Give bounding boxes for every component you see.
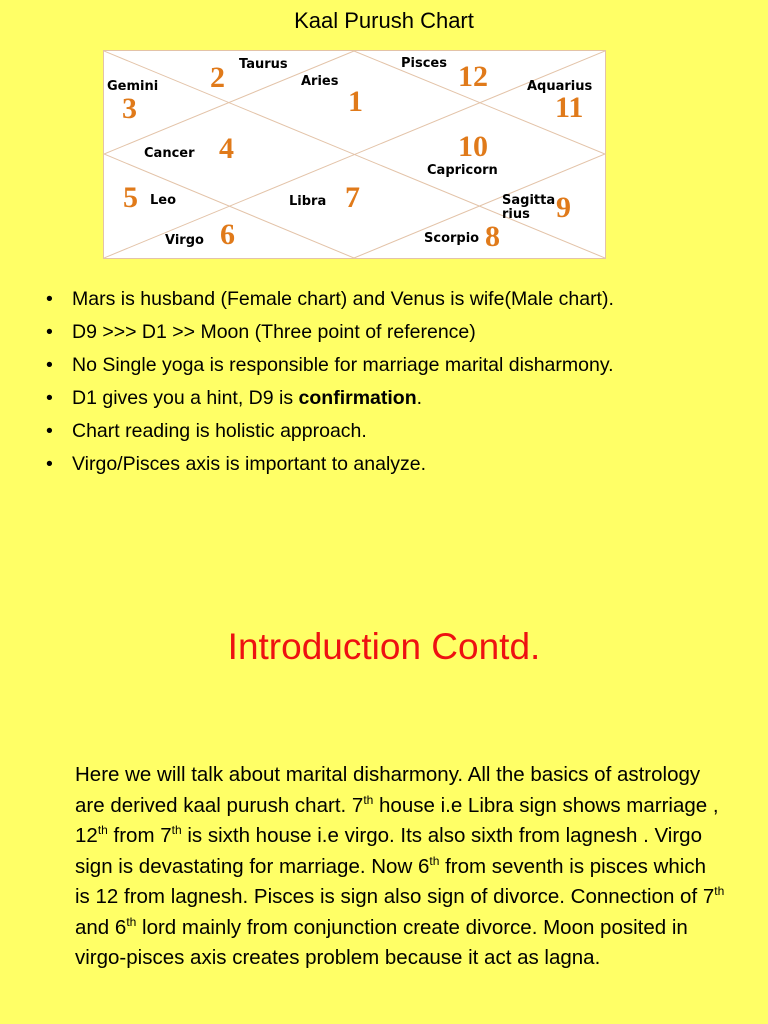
paragraph-text: lord mainly from conjunction create divorce. Moon posited in virgo-pisces axis creates problem because it act as lagna.	[75, 915, 688, 969]
list-item	[46, 418, 726, 444]
ordinal-suffix: th	[171, 823, 182, 838]
sign-virgo: Virgo	[165, 233, 204, 248]
house-number-3: 3	[122, 92, 137, 125]
list-item	[46, 451, 726, 477]
paragraph-text: Here we will talk about marital disharmony. All the basics of astrology are derived kaal purush chart. 7	[75, 763, 701, 817]
list-item	[46, 385, 726, 411]
bullet-text: Mars is husband (Female chart) and Venus is wife(Male chart).	[72, 288, 614, 310]
house-number-7: 7	[345, 181, 360, 214]
bullet-text: D9 >>> D1 >> Moon (Three point of reference)	[72, 321, 476, 343]
sign-scorpio: Scorpio	[424, 231, 480, 246]
paragraph-text: is sixth house i.e virgo. Its also sixth from lagnesh . Virgo sign is devastating for marriage. Now 6	[75, 824, 702, 878]
house-number-4: 4	[219, 132, 234, 165]
sign-libra: Libra	[289, 194, 327, 209]
sign-gemini: Gemini	[107, 79, 159, 94]
ordinal-suffix: th	[97, 823, 108, 838]
paragraph-text: from 7	[107, 824, 172, 847]
sign-pisces: Pisces	[401, 56, 447, 71]
sign-aries: Aries	[301, 74, 339, 89]
sign-leo: Leo	[150, 193, 177, 208]
kaal-purush-chart	[103, 50, 606, 259]
ordinal-suffix: th	[429, 853, 440, 868]
house-number-1: 1	[348, 85, 363, 118]
ordinal-suffix: th	[126, 914, 137, 929]
sign-aquarius: Aquarius	[527, 79, 593, 94]
house-number-8: 8	[485, 220, 500, 253]
house-number-2: 2	[210, 61, 225, 94]
list-item	[46, 286, 726, 312]
house-number-9: 9	[556, 191, 571, 224]
house-number-5: 5	[123, 181, 138, 214]
sign-taurus: Taurus	[239, 57, 288, 72]
house-number-10: 10	[458, 130, 488, 163]
bullet-text-bold: confirmation	[298, 387, 417, 409]
sign-cancer: Cancer	[144, 146, 195, 161]
house-number-12: 12	[458, 60, 488, 93]
bullet-list	[46, 286, 726, 484]
paragraph-text: from seventh is pisces which is 12 from lagnesh. Pisces is sign also sign of divorce. Connection of 7	[75, 854, 715, 908]
house-number-11: 11	[555, 91, 584, 124]
bullet-text: Chart reading is holistic approach.	[72, 420, 367, 442]
sign-sagittarius: Sagitta rius	[502, 193, 556, 222]
bullet-text: Virgo/Pisces axis is important to analyze.	[72, 453, 427, 475]
list-item	[46, 352, 726, 378]
ordinal-suffix: th	[363, 792, 374, 807]
body-paragraph	[75, 760, 725, 974]
sign-capricorn: Capricorn	[427, 163, 498, 178]
paragraph-text: and 6	[75, 915, 127, 939]
paragraph-text: house i.e Libra sign shows marriage , 12	[75, 793, 719, 847]
section-heading: Introduction Contd.	[227, 626, 541, 667]
list-item	[46, 319, 726, 345]
house-number-6: 6	[220, 218, 235, 251]
ordinal-suffix: th	[714, 884, 725, 899]
bullet-text-suffix: .	[416, 387, 423, 409]
bullet-text-prefix: D1 gives you a hint, D9 is	[72, 387, 299, 409]
page-title: Kaal Purush Chart	[294, 8, 474, 33]
bullet-text: No Single yoga is responsible for marriage marital disharmony.	[72, 354, 614, 376]
